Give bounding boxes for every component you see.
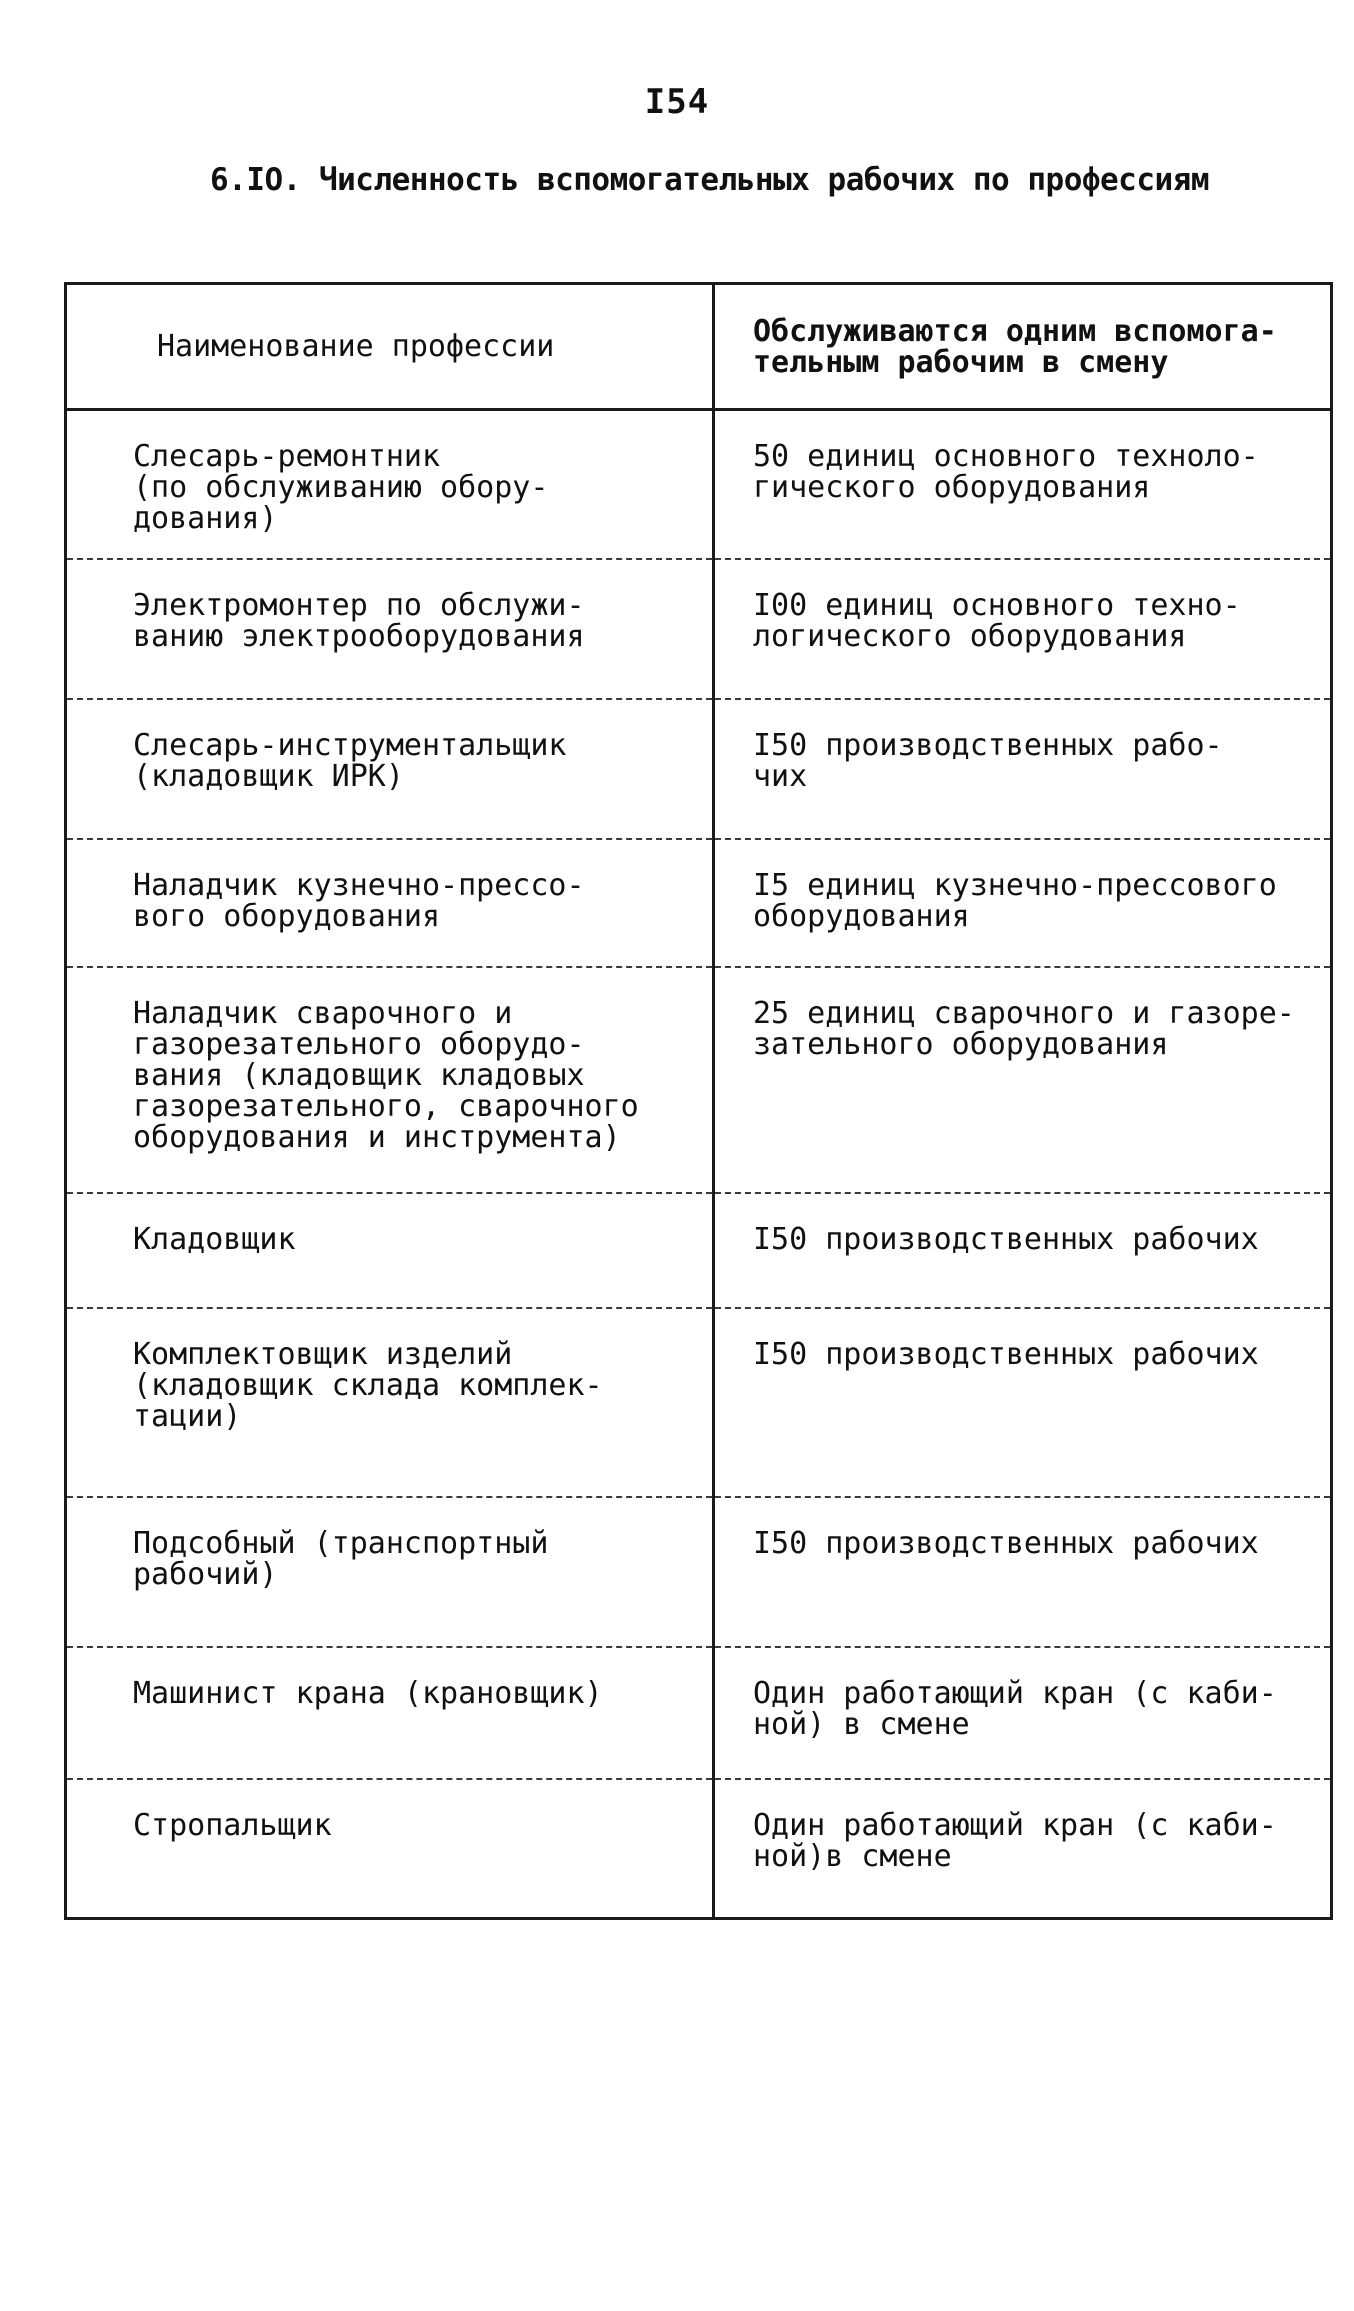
- norm-cell: I50 производственных рабочих: [714, 1308, 1332, 1497]
- table-row: [66, 967, 1332, 1193]
- norm-cell: 50 единиц основного техноло- гического оборудования: [714, 410, 1332, 559]
- table-header-row: [66, 284, 1332, 410]
- norm-cell: Один работающий кран (с каби- ной) в смене: [714, 1647, 1332, 1779]
- table-row: [66, 410, 1332, 559]
- norm-cell: I5 единиц кузнечно-прессового оборудования: [714, 839, 1332, 967]
- table-row: [66, 1193, 1332, 1308]
- table-row: [66, 1779, 1332, 1919]
- profession-cell: Слесарь-инструментальщик (кладовщик ИРК): [66, 699, 714, 839]
- profession-cell: Наладчик сварочного и газорезательного оборудо- вания (кладовщик кладовых газорезательного, сварочного оборудования и инструмента): [66, 967, 714, 1193]
- norm-cell: I50 производственных рабочих: [714, 1193, 1332, 1308]
- page-number: I54: [644, 82, 710, 122]
- header-norm: Обслуживаются одним вспомога- тельным рабочим в смену: [714, 284, 1332, 410]
- norm-cell: 25 единиц сварочного и газоре- зательного оборудования: [714, 967, 1332, 1193]
- header-profession: Наименование профессии: [66, 284, 714, 410]
- table-row: [66, 839, 1332, 967]
- profession-cell: Подсобный (транспортный рабочий): [66, 1497, 714, 1647]
- norm-cell: I50 производственных рабочих: [714, 1497, 1332, 1647]
- profession-cell: Стропальщик: [66, 1779, 714, 1919]
- profession-cell: Наладчик кузнечно-прессо- вого оборудования: [66, 839, 714, 967]
- table-row: [66, 1647, 1332, 1779]
- table-row: [66, 699, 1332, 839]
- profession-cell: Машинист крана (крановщик): [66, 1647, 714, 1779]
- table-title: 6.IO. Численность вспомогательных рабочих по профессиям: [210, 162, 1209, 198]
- table-row: [66, 1497, 1332, 1647]
- profession-cell: Слесарь-ремонтник (по обслуживанию обору- дования): [66, 410, 714, 559]
- table-row: [66, 559, 1332, 699]
- profession-cell: Кладовщик: [66, 1193, 714, 1308]
- norm-cell: I00 единиц основного техно- логического оборудования: [714, 559, 1332, 699]
- profession-cell: Комплектовщик изделий (кладовщик склада комплек- тации): [66, 1308, 714, 1497]
- profession-cell: Электромонтер по обслужи- ванию электрооборудования: [66, 559, 714, 699]
- norm-cell: I50 производственных рабо- чих: [714, 699, 1332, 839]
- professions-table: [64, 282, 1333, 1920]
- table-row: [66, 1308, 1332, 1497]
- norm-cell: Один работающий кран (с каби- ной)в смене: [753, 1807, 1277, 1874]
